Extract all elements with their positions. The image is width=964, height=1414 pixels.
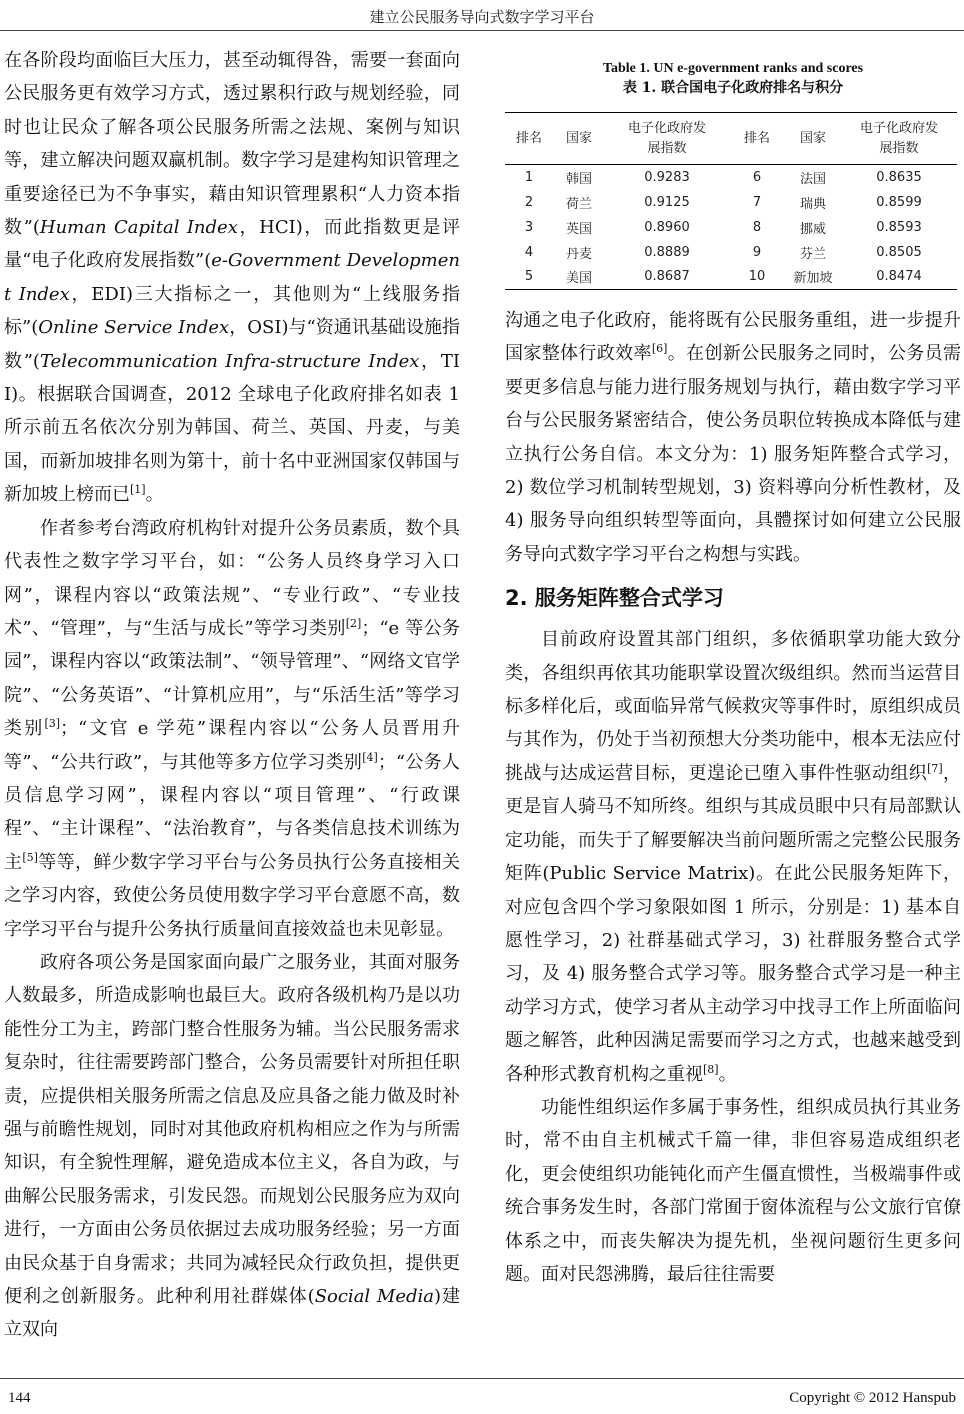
left-column xyxy=(4,44,460,1366)
right-paragraph-3 xyxy=(505,1091,961,1291)
cell-score: 0.8474 xyxy=(876,269,922,285)
cell-rank: 5 xyxy=(524,269,534,285)
cell-country: 芬兰 xyxy=(799,246,826,262)
citation-ref[interactable]: [4] xyxy=(362,750,378,764)
text-run: 在各阶段均面临巨大压力，甚至动辄得咎，需要一套面向公民服务更有效学习方式，透过累积行政与规划经验，同时也让民众了解各项公民服务所需之法规、案例与知识等，建立解决问题双赢机制。数字学习是建构知识管理之重要途径已为不争事实，藉由知识管理累积“人力资本指数”( xyxy=(4,50,460,239)
cell-rank: 4 xyxy=(524,244,534,260)
section-heading: 2. 服务矩阵整合式学习 xyxy=(505,586,724,611)
left-paragraph-1 xyxy=(4,44,460,512)
text-run: 。 xyxy=(718,1063,737,1085)
text-run: 作者参考台湾政府机构针对提升公务员素质，数个具代表性之数字学习平台，如：“公务人员终身学习入口网”，课程内容以“政策法规”、“专业行政”、“专业技术”、“管理”，与“生活与成长”等学习类别 xyxy=(4,517,460,639)
header-rank: 排名 xyxy=(743,130,770,146)
citation-ref[interactable]: [6] xyxy=(651,342,668,356)
cell-score: 0.8687 xyxy=(644,269,690,285)
text-run: ；“文官 e 学苑”课程内容以“公务人员晋用升等”、“公共行政”，与其他等多方位学习类别 xyxy=(4,718,460,773)
running-header: 建立公民服务导向式数字学习平台 xyxy=(369,8,595,26)
citation-ref[interactable]: [1] xyxy=(130,483,146,497)
header-rule xyxy=(0,30,964,31)
table-header-row xyxy=(505,113,957,165)
text-run: 等等，鲜少数字学习平台与公务员执行公务直接相关之学习内容，致使公务员使用数字学习平台意愿不高，数字学习平台与提升公务执行质量间直接效益也未见彰显。 xyxy=(4,851,460,940)
table-row xyxy=(505,165,957,190)
table-row xyxy=(505,240,957,265)
citation-ref[interactable]: [3] xyxy=(44,717,61,731)
term-italic: Human Capital Index xyxy=(39,217,238,239)
term-italic: e-Government Development Index xyxy=(4,250,460,305)
text-run: ；“e 等公务园”，课程内容以“政策法制”、“领导管理”、“网络文官学院”、“公务英语”、“计算机应用”，与“乐活生活”等学习类别 xyxy=(4,617,460,740)
header-index-text: 电子化政府发展指数 xyxy=(859,120,938,156)
cell-country: 荷兰 xyxy=(565,196,592,212)
header-country: 国家 xyxy=(565,130,592,146)
text-run: )建立双向 xyxy=(4,1286,460,1341)
table-caption-en: Table 1. UN e-government ranks and scores xyxy=(602,61,864,76)
cell-score: 0.8889 xyxy=(644,244,690,260)
table-1-block xyxy=(505,60,961,290)
cell-country: 丹麦 xyxy=(565,246,592,262)
page-number: 144 xyxy=(8,1390,31,1406)
citation-ref[interactable]: [8] xyxy=(703,1062,719,1076)
text-run: 。在创新公民服务之同时，公务员需要更多信息与能力进行服务规划与执行，藉由数字学习平台与公民服务紧密结合，使公务员职位转换成本降低与建立执行公务自信。本文分为：1) 服务矩阵整合式学习，2) 数位学习机制转型规划，3) 资料導向分析性教材，及 4) 服务导向组织转型等面向，具體探讨如何建立公民服务导向式数字学习平台之构想与实践。 xyxy=(505,343,961,565)
cell-country: 美国 xyxy=(565,271,592,287)
table-row xyxy=(505,215,957,240)
left-paragraph-2 xyxy=(4,512,460,946)
text-run: ，更是盲人骑马不知所终。组织与其成员眼中只有局部默认定功能，而失于了解要解决当前问题所需之完整公民服务矩阵(Public Service Matrix)。在此公民服务矩阵下，对应包含四个学习象限如图 1 所示，分别是：1) 基本自愿性学习，2) 社群基础式学习，3) 社群服务整合式学习，及 4) 服务整合式学习等。服务整合式学习是一种主动学习方式，使学习者从主动学习中找寻工作上所面临问题之解答，此种因满足需要而学习之方式，也越来越受到各种形式教育机构之重视 xyxy=(505,762,961,1085)
cell-rank: 1 xyxy=(524,169,534,185)
cell-rank: 7 xyxy=(752,194,762,210)
cell-score: 0.8960 xyxy=(644,219,690,235)
text-run: 。 xyxy=(145,484,164,506)
cell-score: 0.8635 xyxy=(876,169,922,185)
cell-score: 0.8593 xyxy=(876,219,922,235)
table-row xyxy=(505,190,957,215)
text-run: ，HCI)，而此指数更是评量“电子化政府发展指数”( xyxy=(4,217,460,272)
table-row xyxy=(505,265,957,290)
cell-score: 0.8599 xyxy=(876,194,922,210)
footer-rule xyxy=(0,1378,964,1379)
header-country: 国家 xyxy=(799,130,826,146)
right-paragraph-2 xyxy=(505,623,961,1091)
cell-rank: 3 xyxy=(524,219,534,235)
citation-ref[interactable]: [2] xyxy=(345,616,362,630)
term-italic: Social Media xyxy=(314,1286,434,1308)
header-index xyxy=(605,113,729,165)
term-italic: Telecommunication Infra-structure Index xyxy=(39,350,420,372)
text-run: ，TII)。根据联合国调查，2012 全球电子化政府排名如表 1 所示前五名依次分别为韩国、荷兰、英国、丹麦，与美国，而新加坡排名则为第十，前十名中亚洲国家仅韩国与新加坡上榜而已 xyxy=(4,350,460,506)
text-run: ，OSI)与“资通讯基础设施指数”( xyxy=(4,317,460,372)
cell-country: 法国 xyxy=(799,171,826,187)
cell-rank: 10 xyxy=(748,269,766,285)
right-paragraph-1 xyxy=(505,304,961,571)
cell-country: 挪威 xyxy=(799,221,826,237)
citation-ref[interactable]: [5] xyxy=(22,850,38,864)
cell-rank: 2 xyxy=(524,194,534,210)
cell-rank: 9 xyxy=(752,244,762,260)
text-run: 目前政府设置其部门组织，多依循职掌功能大致分类，各组织再依其功能职掌设置次级组织。然而当运营目标多样化后，或面临异常气候救灾等事件时，原组织成员与其作为，仍处于当初预想大分类功能中，根本无法应付挑战与达成运营目标，更遑论已堕入事件性驱动组织 xyxy=(505,629,961,784)
cell-country: 韩国 xyxy=(565,171,592,187)
citation-ref[interactable]: [7] xyxy=(927,761,943,775)
copyright-notice: Copyright © 2012 Hanspub xyxy=(789,1390,956,1406)
cell-score: 0.9283 xyxy=(644,169,690,185)
header-index-text: 电子化政府发展指数 xyxy=(627,120,706,156)
rank-table xyxy=(505,112,957,290)
cell-rank: 8 xyxy=(752,219,762,235)
cell-country: 英国 xyxy=(565,221,592,237)
cell-score: 0.8505 xyxy=(876,244,922,260)
right-column xyxy=(505,44,961,1366)
left-paragraph-3 xyxy=(4,946,460,1347)
term-italic: Online Service Index xyxy=(38,317,230,339)
header-rank: 排名 xyxy=(515,130,542,146)
text-run: 政府各项公务是国家面向最广之服务业，其面对服务人数最多，所造成影响也最巨大。政府各级机构乃是以功能性分工为主，跨部门整合性服务为辅。当公民服务需求复杂时，往往需要跨部门整合，公务员需要针对所担任职责，应提供相关服务所需之信息及应具备之能力做及时补强与前瞻性规划，同时对其他政府机构相应之作为与所需知识，有全貌性理解，避免造成本位主义，各自为政，与曲解公民服务需求，引发民怨。而规划公民服务应为双向进行，一方面由公务员依据过去成功服务经验；另一方面由民众基于自身需求；共同为减轻民众行政负担，提供更便利之创新服务。此种利用社群媒体( xyxy=(4,951,460,1308)
text-run: ；“公务人员信息学习网”，课程内容以“项目管理”、“行政课程”、“主计课程”、“法治教育”，与各类信息技术训练为主 xyxy=(4,751,460,873)
cell-country: 新加坡 xyxy=(793,271,833,287)
cell-country: 瑞典 xyxy=(799,196,826,212)
text-run: 功能性组织运作多属于事务性，组织成员执行其业务时，常不由自主机械式千篇一律，非但容易造成组织老化，更会使组织功能钝化而产生僵直惯性，当极端事件或统合事务发生时，各部门常囿于窗体流程与公文旅行官僚体系之中，而丧失解决为提先机，坐视问题衍生更多问题。面对民怨沸腾，最后往往需要 xyxy=(505,1096,961,1285)
cell-rank: 6 xyxy=(752,169,762,185)
text-run: ，EDI)三大指标之一，其他则为“上线服务指标”( xyxy=(4,283,460,339)
header-index xyxy=(841,113,957,165)
cell-score: 0.9125 xyxy=(644,194,690,210)
text-run: 沟通之电子化政府，能将既有公民服务重组，进一步提升国家整体行政效率 xyxy=(505,310,961,365)
table-caption-cn: 表 1. 联合国电子化政府排名与积分 xyxy=(622,80,844,96)
